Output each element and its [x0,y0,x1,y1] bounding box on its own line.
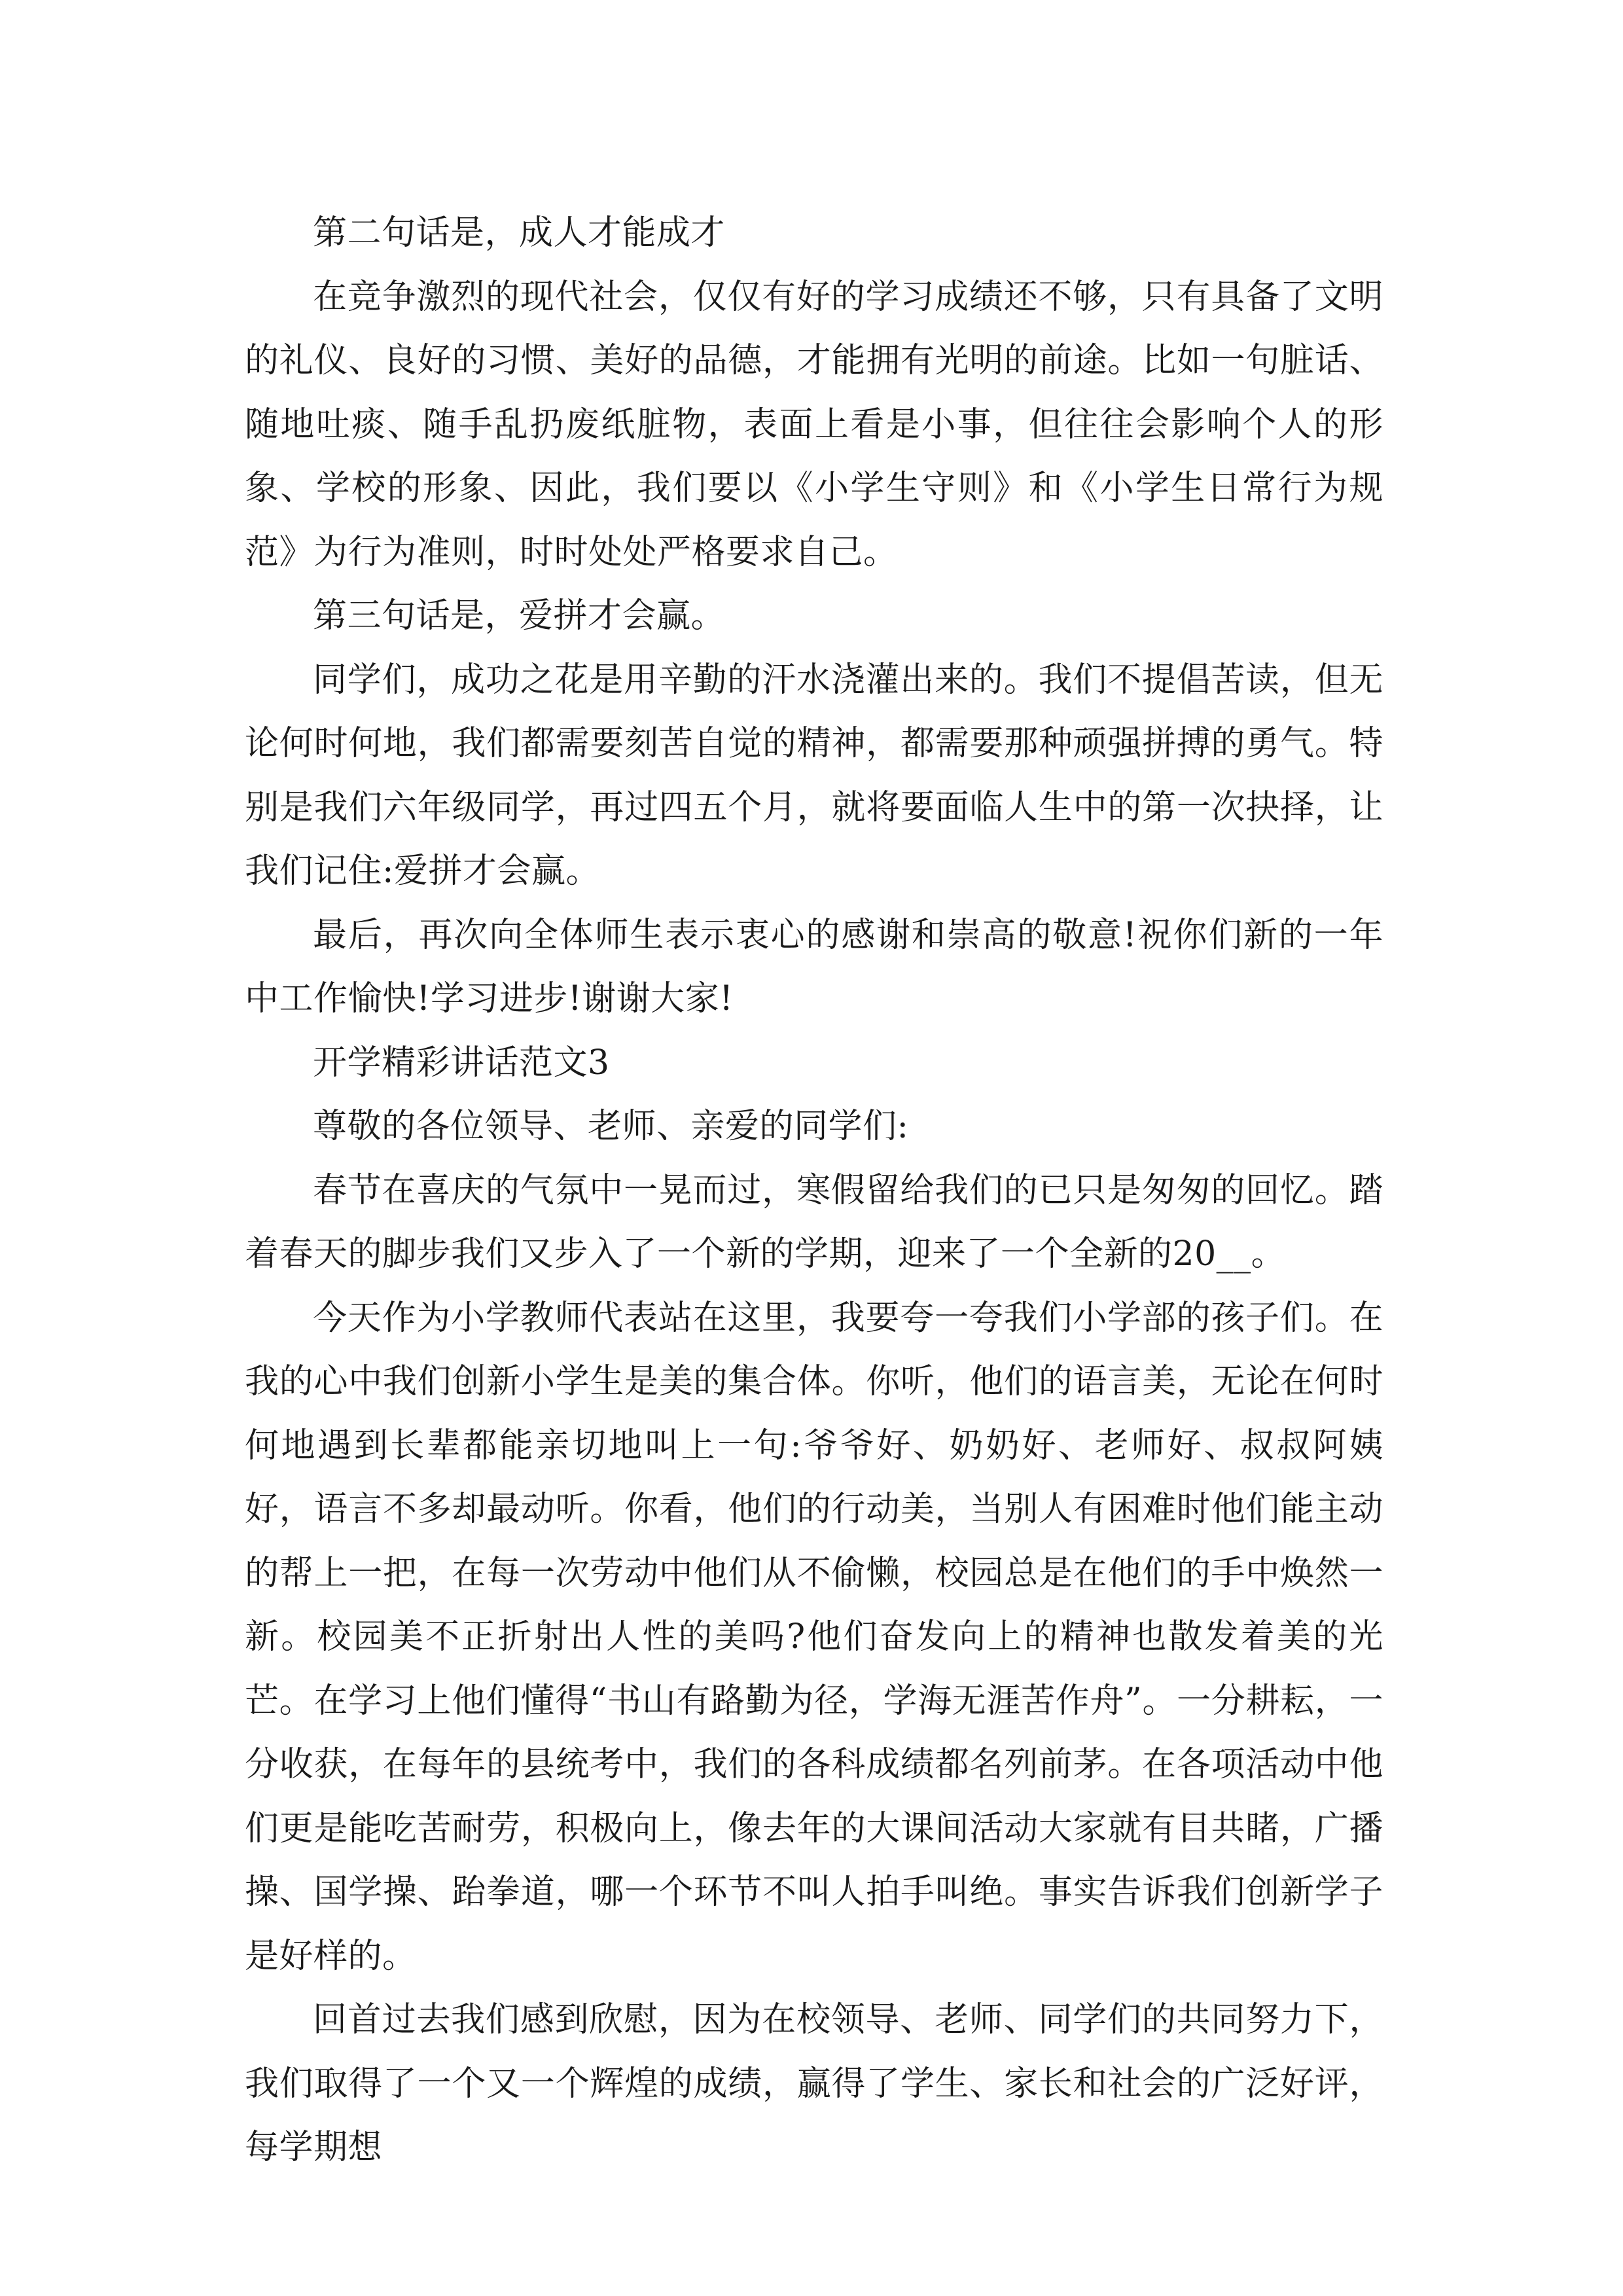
document-body [245,202,1383,2180]
paragraph-civility: 在竞争激烈的现代社会，仅仅有好的学习成绩还不够，只有具备了文明的礼仪、良好的习惯、美好的品德，才能拥有光明的前途。比如一句脏话、随地吐痰、随手乱扔废纸脏物，表面上看是小事，但往往会影响个人的形象、学校的形象、因此，我们要以《小学生守则》和《小学生日常行为规范》为行为准则，时时处处严格要求自己。 [245,277,1383,572]
paragraph-salutation: 尊敬的各位领导、老师、亲爱的同学们: [313,1107,909,1146]
paragraph-spring-festival: 春节在喜庆的气氛中一晃而过，寒假留给我们的已只是匆匆的回忆。踏着春天的脚步我们又步入了一个新的学期，迎来了一个全新的20__。 [245,1170,1383,1274]
paragraph-heading-second-sentence: 第二句话是，成人才能成才 [313,213,726,253]
section-title-speech-3: 开学精彩讲话范文3 [313,1043,610,1083]
paragraph-heading-third-sentence: 第三句话是，爱拼才会赢。 [313,596,726,636]
paragraph-hard-work: 同学们，成功之花是用辛勤的汗水浇灌出来的。我们不提倡苦读，但无论何时何地，我们都需要刻苦自觉的精神，都需要那种顽强拼搏的勇气。特别是我们六年级同学，再过四五个月，就将要面临人生中的第一次抉择，让我们记住:爱拼才会赢。 [245,660,1383,891]
paragraph-praise-students: 今天作为小学教师代表站在这里，我要夸一夸我们小学部的孩子们。在我的心中我们创新小学生是美的集合体。你听，他们的语言美，无论在何时何地遇到长辈都能亲切地叫上一句:爷爷好、奶奶好、老师好、叔叔阿姨好，语言不多却最动听。你看，他们的行动美，当别人有困难时他们能主动的帮上一把，在每一次劳动中他们从不偷懒，校园总是在他们的手中焕然一新。校园美不正折射出人性的美吗?他们奋发向上的精神也散发着美的光芒。在学习上他们懂得“书山有路勤为径，学海无涯苦作舟”。一分耕耘，一分收获，在每年的县统考中，我们的各科成绩都名列前茅。在各项活动中他们更是能吃苦耐劳，积极向上，像去年的大课间活动大家就有目共睹，广播操、国学操、跆拳道，哪一个环节不叫人拍手叫绝。事实告诉我们创新学子是好样的。 [245,1298,1383,1976]
paragraph-closing: 最后，再次向全体师生表示衷心的感谢和崇高的敬意!祝你们新的一年中工作愉快!学习进步!谢谢大家! [245,915,1383,1018]
paragraph-looking-back: 回首过去我们感到欣慰，因为在校领导、老师、同学们的共同努力下，我们取得了一个又一个辉煌的成绩，赢得了学生、家长和社会的广泛好评，每学期想 [245,2000,1383,2167]
